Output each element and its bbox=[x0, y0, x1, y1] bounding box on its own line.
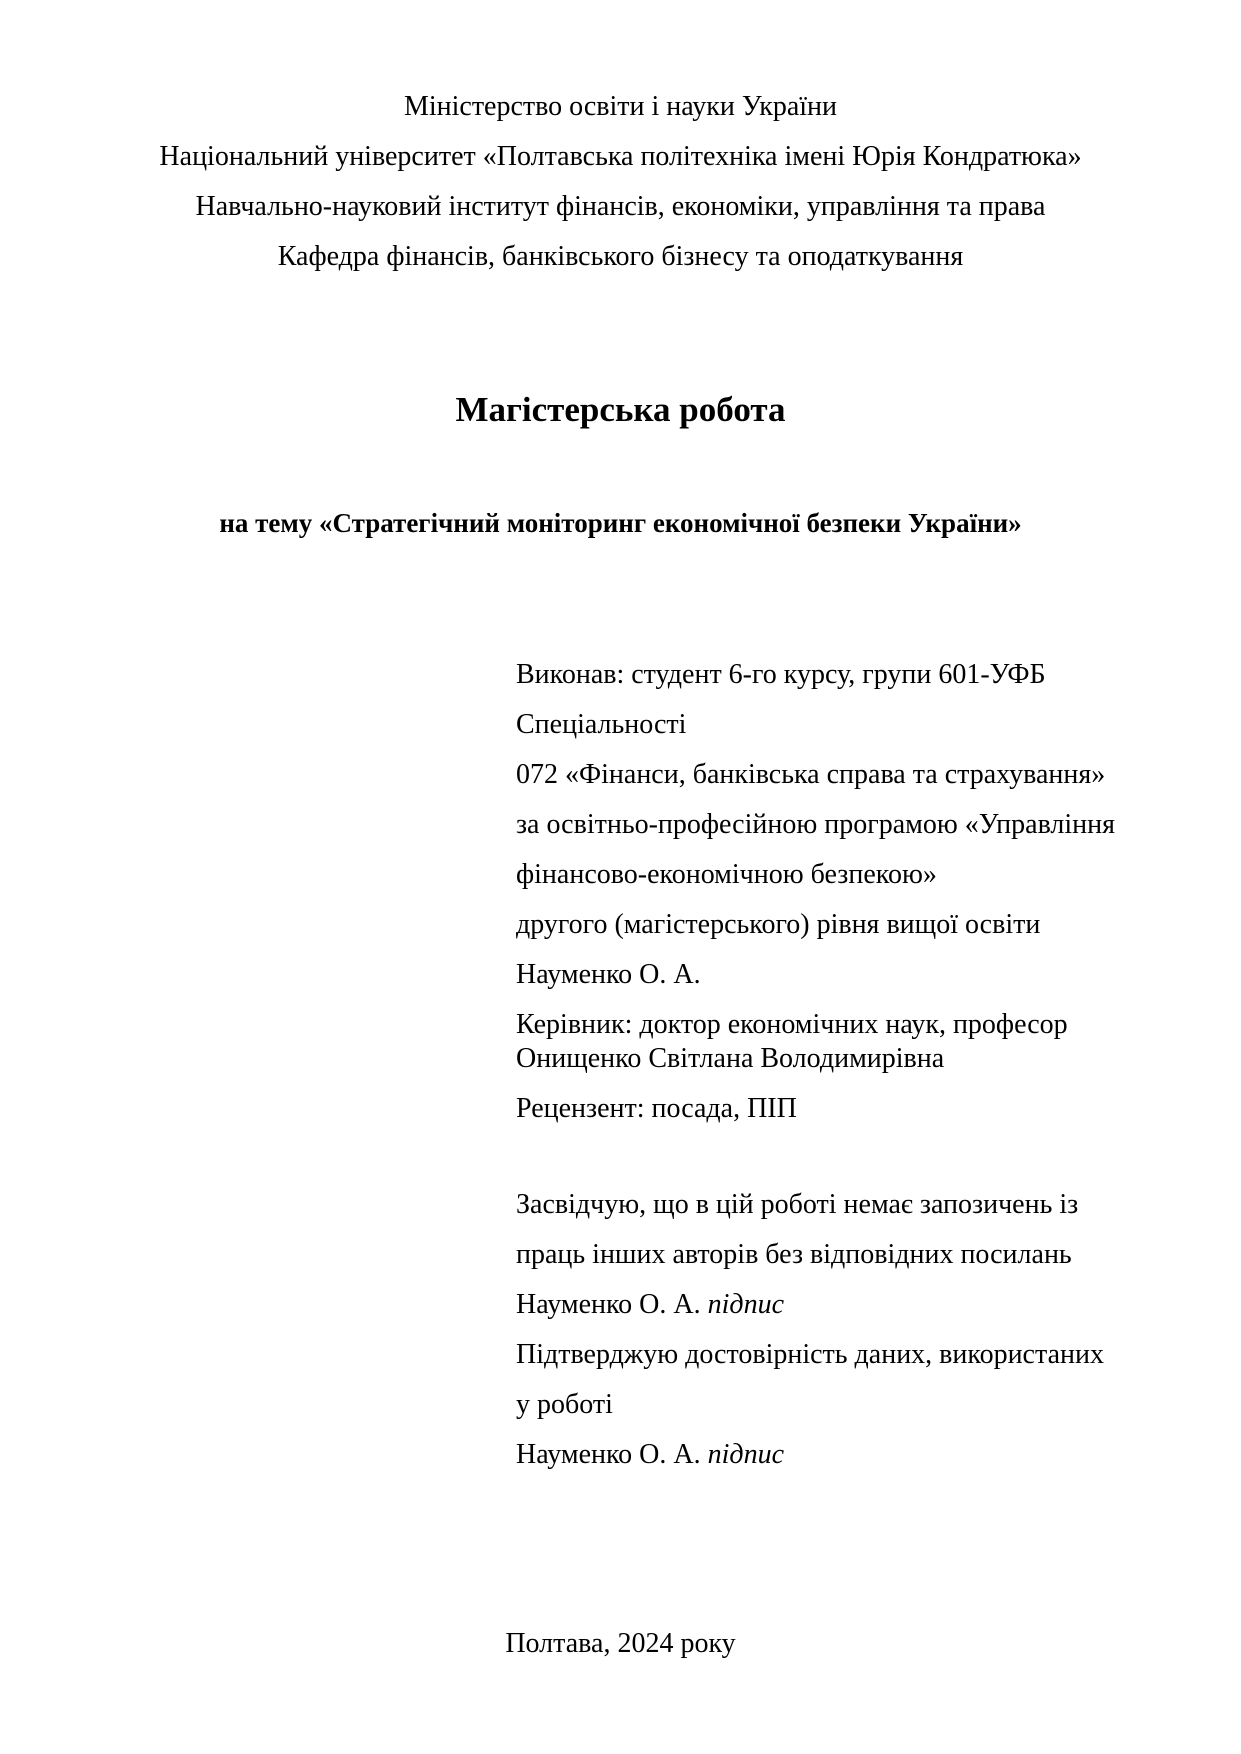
specialty-label: Спеціальності bbox=[516, 709, 687, 740]
signature-line-1 bbox=[516, 1280, 1156, 1330]
signer-name-2: Науменко О. А. bbox=[516, 1439, 701, 1470]
signer-name-1: Науменко О. А. bbox=[516, 1289, 701, 1320]
place-year-footer: Полтава, 2024 року bbox=[505, 1628, 736, 1659]
confirm-line-2: у роботі bbox=[516, 1389, 613, 1420]
ministry-line: Міністерство освіти і науки України bbox=[403, 91, 838, 122]
performer-line: Виконав: студент 6-го курсу, групи 601-УФБ bbox=[516, 659, 1046, 690]
document-title: Магістерська робота bbox=[455, 390, 786, 429]
specialty-line: 072 «Фінанси, банківська справа та страхування» bbox=[516, 759, 1106, 790]
program-line-2: фінансово-економічною безпекою» bbox=[516, 859, 937, 890]
university-line: Національний університет «Полтавська політехніка імені Юрія Кондратюка» bbox=[159, 141, 1082, 172]
declaration-line-1: Засвідчую, що в цій роботі немає запозичень із bbox=[516, 1189, 1079, 1220]
signature-placeholder-1: підпис bbox=[707, 1289, 784, 1320]
institute-line: Навчально-науковий інститут фінансів, економіки, управління та права bbox=[195, 191, 1046, 222]
supervisor-line-1: Керівник: доктор економічних наук, професор bbox=[516, 1009, 1068, 1040]
education-level-line: другого (магістерського) рівня вищої освіти bbox=[516, 909, 1041, 940]
author-info-block bbox=[516, 650, 1156, 1134]
student-name: Науменко О. А. bbox=[516, 959, 701, 990]
signature-line-2 bbox=[516, 1430, 1156, 1480]
confirm-line-1: Підтверджую достовірність даних, використаних bbox=[516, 1339, 1104, 1370]
declaration-block bbox=[516, 1180, 1156, 1480]
program-line-1: за освітньо-професійною програмою «Управління bbox=[516, 809, 1116, 840]
reviewer-line: Рецензент: посада, ПІП bbox=[516, 1093, 797, 1124]
institution-header bbox=[0, 82, 1241, 282]
department-line: Кафедра фінансів, банківського бізнесу та оподаткування bbox=[277, 241, 964, 272]
thesis-topic: на тему «Стратегічний моніторинг економічної безпеки України» bbox=[219, 508, 1022, 538]
supervisor-line-2: Онищенко Світлана Володимирівна bbox=[516, 1043, 945, 1074]
declaration-line-2: праць інших авторів без відповідних посилань bbox=[516, 1239, 1072, 1270]
signature-placeholder-2: підпис bbox=[707, 1439, 784, 1470]
